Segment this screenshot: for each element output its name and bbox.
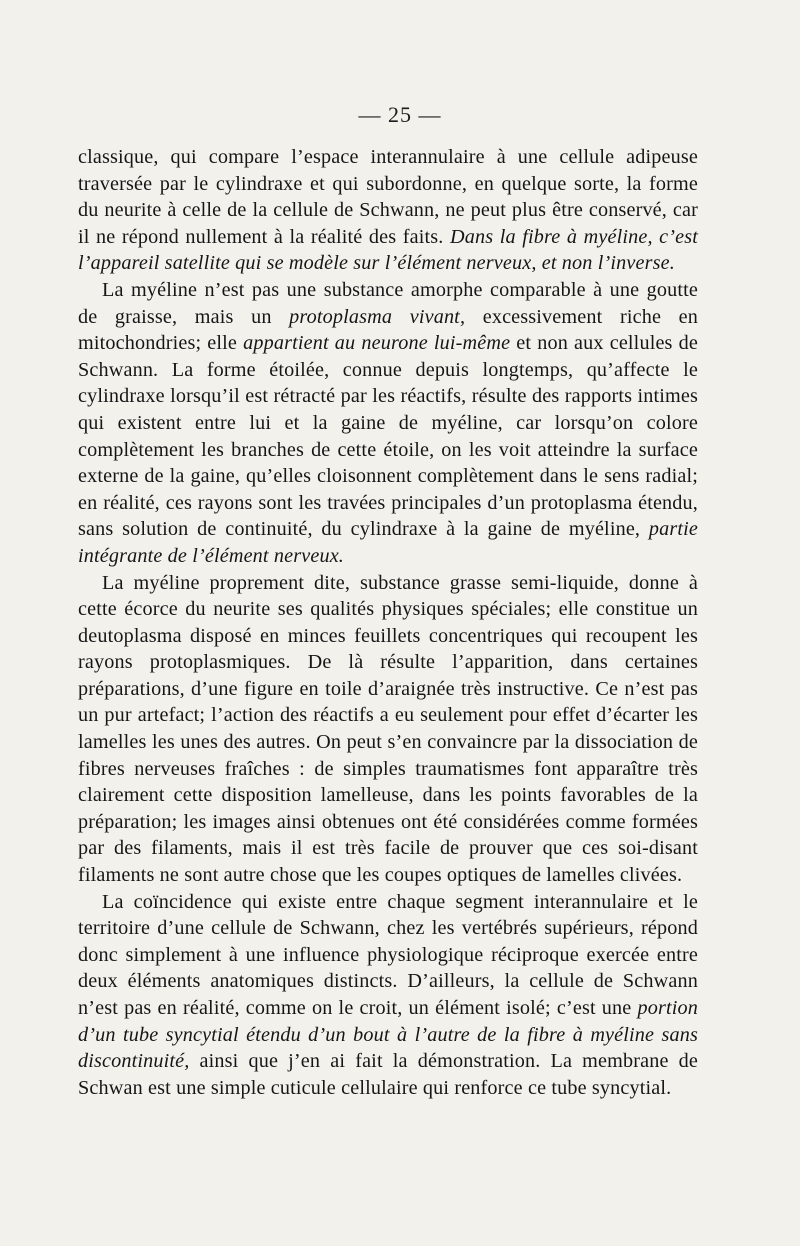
paragraph-1-text: classique, qui compare l’espace interannulaire à une cellule adipeuse traversée par le cylindraxe et qui subordonne, en quelque sorte, la forme du neurite à celle de la cellule de Schwann, ne peut plus être conservé, car il ne répond nullement à la réalité des faits. [78, 146, 698, 248]
paragraph-4-text-2: ainsi que j’en ai fait la démonstration. La membrane de Schwan est une simple cuticule cellulaire qui renforce ce tube syncytial. [78, 1050, 698, 1099]
paragraph-1-italic-text: Dans la fibre à myéline, c’est l’appareil satellite qui se modèle sur l’élément nerveux, et non l’inverse. [78, 225, 699, 275]
paragraph-4-text-1: La coïncidence qui existe entre chaque segment interannulaire et le territoire d’une cellule de Schwann, chez les vertébrés supérieurs, répond donc simplement à une influence physiologique réciproque exercée entre deux éléments anatomiques distincts. D’ailleurs, la cellule de Schwann n’est pas en réalité, comme on le croit, un élément isolé; c’est une [78, 890, 698, 1019]
paragraph-4 [78, 889, 698, 1102]
page-number: — 25 — [358, 102, 442, 127]
paragraph-3 [78, 570, 698, 889]
paragraph-2 [78, 277, 698, 570]
paragraph-2-italic-1: protoplasma vivant, [289, 305, 466, 328]
paragraph-2-italic-3: partie intégrante de l’élément nerveux. [78, 518, 698, 567]
paragraph-2-italic-2: appartient au neurone lui-même [243, 332, 511, 355]
paragraph-1 [78, 144, 698, 277]
body-text [78, 144, 698, 1101]
paragraph-2-text-2: excessivement riche en mitochondries; elle [78, 305, 698, 355]
paragraph-2-text-3: et non aux cellules de Schwann. La forme étoilée, connue depuis longtemps, qu’affecte le cylindraxe lorsqu’il est rétracté par les réactifs, résulte des rapports intimes qui existent entre lui et la gaine de myéline, car lorsqu’on colore complètement les branches de cette étoile, on les voit atteindre la surface externe de la gaine, qu’elles cloisonnent complètement dans le sens radial; en réalité, ces rayons sont les travées principales d’un protoplasma étendu, sans solution de continuité, du cylindraxe à la gaine de myéline, [78, 332, 698, 541]
paragraph-3-text: La myéline proprement dite, substance grasse semi-liquide, donne à cette écorce du neurite ses qualités physiques spéciales; elle constitue un deutoplasma disposé en minces feuillets concentriques qui recoupent les rayons protoplasmiques. De là résulte l’apparition, dans certaines préparations, d’une figure en toile d’araignée très instructive. Ce n’est pas un pur artefact; l’action des réactifs a eu seulement pour effet d’écarter les lamelles les unes des autres. On peut s’en convaincre par la dissociation de fibres nerveuses fraîches : de simples traumatismes font apparaître très clairement cette disposition lamelleuse, dans les points favorables de la préparation; les images ainsi obtenues ont été considérées comme formées par des filaments, mais il est très facile de prouver que ces soi-disant filaments ne sont autre chose que les coupes optiques de lamelles clivées. [78, 571, 698, 887]
paragraph-4-italic: portion d’un tube syncytial étendu d’un bout à l’autre de la fibre à myéline sans discontinuité, [78, 997, 698, 1073]
paragraph-2-text-1: La myéline n’est pas une substance amorphe comparable à une goutte de graisse, mais un [78, 278, 698, 328]
